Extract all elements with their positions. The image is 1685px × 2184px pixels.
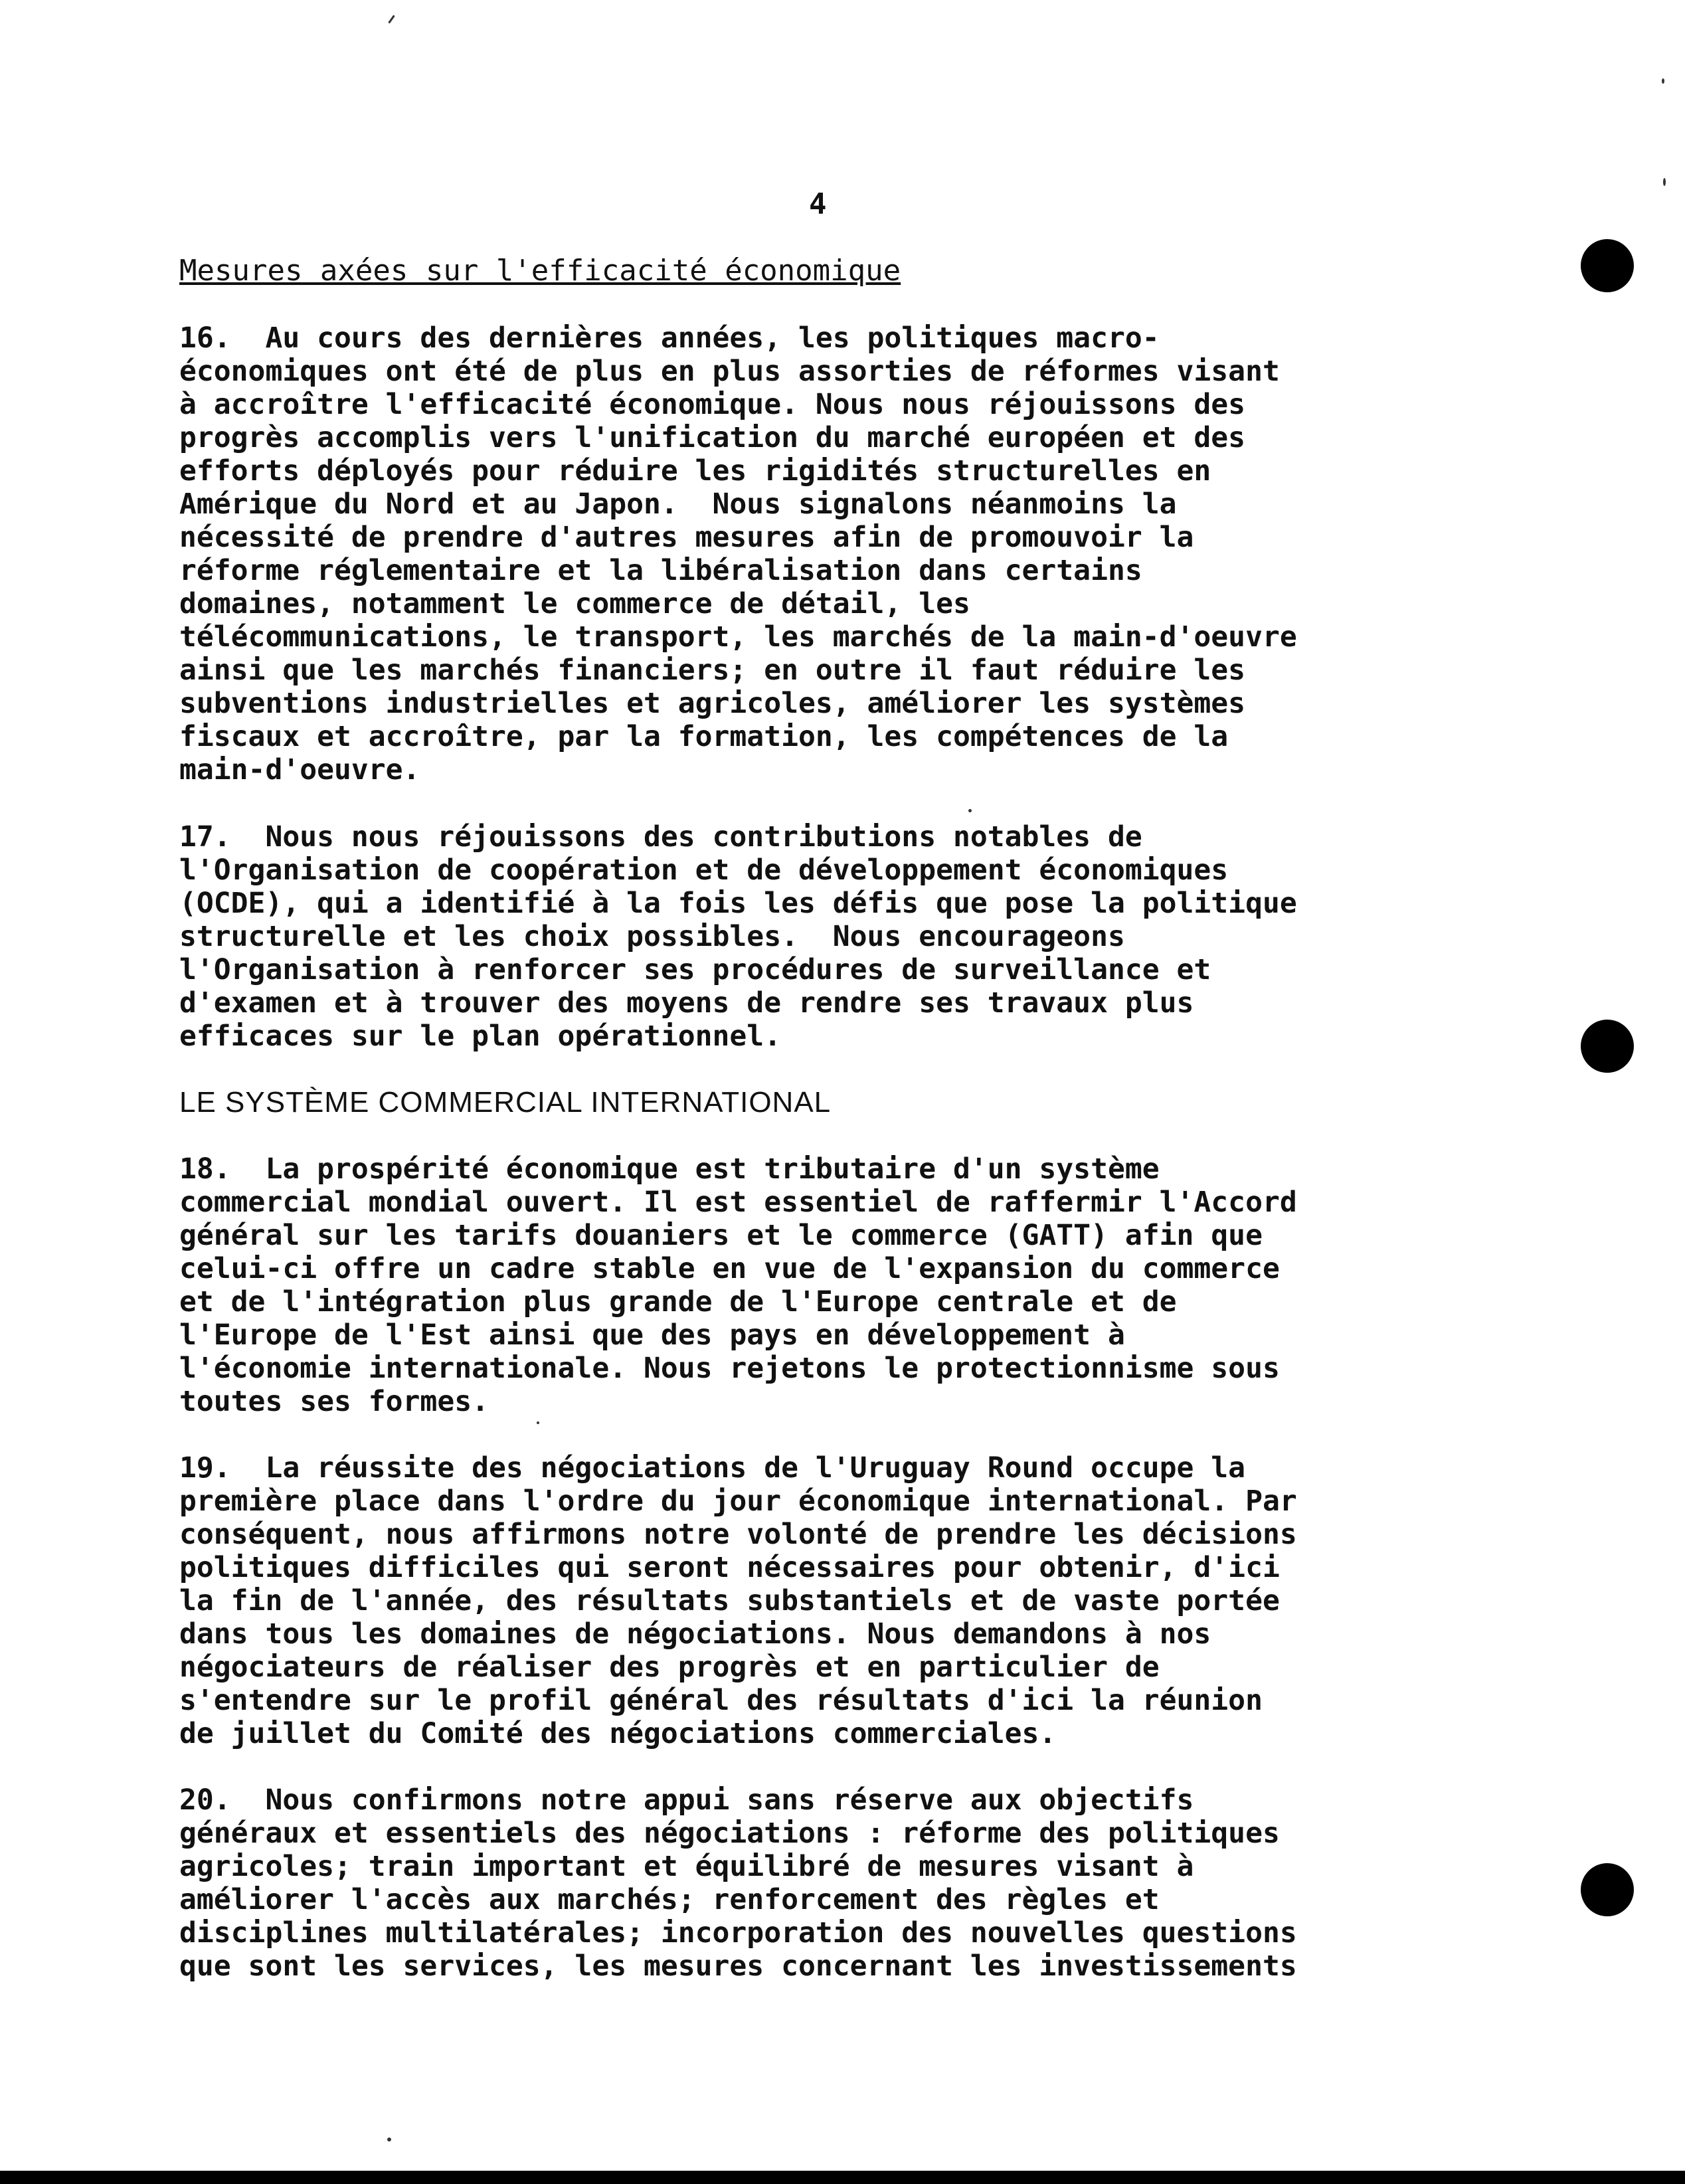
text-line: d'examen et à trouver des moyens de rendre ses travaux plus <box>179 986 1194 1020</box>
text-line: agricoles; train important et équilibré de mesures visant à <box>179 1850 1194 1883</box>
scan-speck <box>1663 178 1666 186</box>
text-line: première place dans l'ordre du jour économique international. Par <box>179 1485 1297 1518</box>
text-line: 20. Nous confirmons notre appui sans réserve aux objectifs <box>179 1783 1194 1817</box>
text-line: s'entendre sur le profil général des résultats d'ici la réunion <box>179 1684 1263 1717</box>
paragraph-18 <box>179 1152 1297 1418</box>
text-line: de juillet du Comité des négociations commerciales. <box>179 1717 1057 1750</box>
paragraph-16 <box>179 321 1297 786</box>
text-line: ainsi que les marchés financiers; en outre il faut réduire les <box>179 654 1246 687</box>
scan-speck <box>388 15 395 23</box>
text-line: nécessité de prendre d'autres mesures afin de promouvoir la <box>179 521 1194 554</box>
text-line: améliorer l'accès aux marchés; renforcement des règles et <box>179 1883 1160 1916</box>
paragraph-19 <box>179 1451 1297 1750</box>
text-line: disciplines multilatérales; incorporation des nouvelles questions <box>179 1916 1297 1950</box>
text-line: l'Organisation de coopération et de développement économiques <box>179 854 1229 887</box>
section-heading: Mesures axées sur l'efficacité économique <box>179 254 901 288</box>
scan-speck <box>537 1421 539 1424</box>
text-line: dans tous les domaines de négociations. Nous demandons à nos <box>179 1617 1211 1651</box>
text-line: celui-ci offre un cadre stable en vue de l'expansion du commerce <box>179 1252 1280 1285</box>
scan-speck <box>387 2138 391 2141</box>
text-line: à accroître l'efficacité économique. Nous nous réjouissons des <box>179 388 1246 421</box>
text-line: l'Organisation à renforcer ses procédures de surveillance et <box>179 953 1211 986</box>
text-line: (OCDE), qui a identifié à la fois les défis que pose la politique <box>179 887 1297 920</box>
text-line: économiques ont été de plus en plus assorties de réformes visant <box>179 355 1280 388</box>
text-line: la fin de l'année, des résultats substantiels et de vaste portée <box>179 1584 1280 1617</box>
page-number: 4 <box>809 187 827 221</box>
text-line: Amérique du Nord et au Japon. Nous signalons néanmoins la <box>179 488 1177 521</box>
punch-hole <box>1581 1863 1634 1916</box>
text-line: progrès accomplis vers l'unification du marché européen et des <box>179 421 1246 454</box>
text-line: politiques difficiles qui seront nécessaires pour obtenir, d'ici <box>179 1551 1280 1584</box>
text-line: toutes ses formes. <box>179 1385 489 1418</box>
text-line: fiscaux et accroître, par la formation, les compétences de la <box>179 720 1229 753</box>
bottom-scan-rule <box>0 2171 1685 2184</box>
text-line: général sur les tarifs douaniers et le commerce (GATT) afin que <box>179 1219 1263 1252</box>
text-line: commercial mondial ouvert. Il est essentiel de raffermir l'Accord <box>179 1186 1297 1219</box>
text-line: efforts déployés pour réduire les rigidités structurelles en <box>179 454 1211 488</box>
text-line: main-d'oeuvre. <box>179 753 420 786</box>
paragraph-20 <box>179 1783 1297 1983</box>
text-line: généraux et essentiels des négociations : réforme des politiques <box>179 1817 1280 1850</box>
text-line: et de l'intégration plus grande de l'Europe centrale et de <box>179 1285 1177 1319</box>
punch-hole <box>1581 239 1634 292</box>
text-line: l'économie internationale. Nous rejetons le protectionnisme sous <box>179 1352 1280 1385</box>
text-line: subventions industrielles et agricoles, améliorer les systèmes <box>179 687 1246 720</box>
text-line: structurelle et les choix possibles. Nous encourageons <box>179 920 1125 953</box>
scan-speck <box>968 809 972 812</box>
text-line: l'Europe de l'Est ainsi que des pays en développement à <box>179 1319 1125 1352</box>
text-line: conséquent, nous affirmons notre volonté de prendre les décisions <box>179 1518 1297 1551</box>
text-line: domaines, notamment le commerce de détail, les <box>179 587 970 620</box>
text-line: négociateurs de réaliser des progrès et en particulier de <box>179 1651 1160 1684</box>
text-line: que sont les services, les mesures concernant les investissements <box>179 1950 1297 1983</box>
text-line: télécommunications, le transport, les marchés de la main-d'oeuvre <box>179 620 1297 654</box>
scan-speck <box>1662 78 1664 84</box>
punch-hole <box>1581 1020 1634 1073</box>
text-line: réforme réglementaire et la libéralisation dans certains <box>179 554 1142 587</box>
text-line: efficaces sur le plan opérationnel. <box>179 1020 782 1053</box>
text-line: 18. La prospérité économique est tributaire d'un système <box>179 1152 1160 1186</box>
text-line: 19. La réussite des négociations de l'Uruguay Round occupe la <box>179 1451 1246 1485</box>
paragraph-17 <box>179 820 1297 1053</box>
text-line: 17. Nous nous réjouissons des contributions notables de <box>179 820 1142 854</box>
caps-heading: LE SYSTÈME COMMERCIAL INTERNATIONAL <box>179 1086 832 1119</box>
text-line: 16. Au cours des dernières années, les politiques macro- <box>179 321 1160 355</box>
